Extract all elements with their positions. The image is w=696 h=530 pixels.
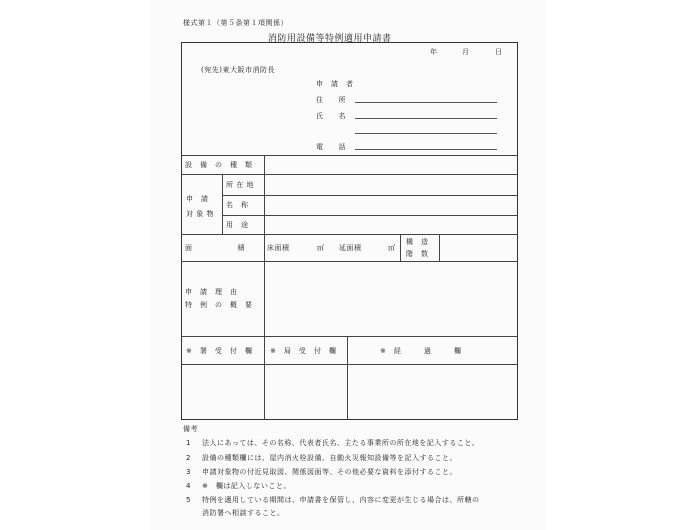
note-number: 2 [186,454,191,462]
name-line-2[interactable] [355,133,497,134]
equipment-type-label: 設 備 の 種 類 [185,161,253,169]
note-number: 1 [186,439,191,447]
note-number: 4 [186,482,191,490]
address-line[interactable] [355,102,497,103]
structure-floors-field[interactable] [441,236,516,260]
location-field[interactable] [266,176,516,194]
note-number: 3 [186,468,191,476]
use-label: 用 途 [226,221,249,229]
date-month: 月 [462,48,470,56]
phone-label: 電 話 [316,143,346,151]
phone-line[interactable] [355,149,497,150]
target-name-field[interactable] [266,197,516,214]
total-area-label: 延面積 [339,244,362,252]
note-text: 法人にあっては、その名称、代表者氏名、主たる事業所の所在地を記入すること。 [202,439,480,447]
notes-heading: 備考 [183,425,198,433]
bureau-reception-header: ※ 局 受 付 欄 [270,347,337,355]
name-line[interactable] [355,118,497,119]
note-text: 申請対象物の付近見取図、関係図面等、その他必要な資料を添付すること。 [202,468,457,476]
note-text-continuation: 消防署へ相談すること。 [202,509,285,517]
name-label: 氏 名 [316,112,346,120]
structure-label: 構 造 [406,238,429,246]
location-label: 所 在 地 [226,181,254,189]
date-year: 年 [430,48,438,56]
address-label: 住 所 [316,96,346,104]
target-name-label: 名 称 [226,201,249,209]
reason-label-2: 特 例 の 概 要 [185,301,253,309]
floor-area-unit: ㎡ [317,244,325,252]
progress-header: ※ 経 過 欄 [380,347,462,355]
form-number: 様式第１（第５条第１項関係） [183,19,288,27]
note-text: ※ 欄は記入しないこと。 [202,482,291,490]
addressee: (宛先)東大阪市消防長 [201,66,275,74]
reason-field[interactable] [266,263,516,335]
note-text: 設備の種類欄には、屋内消火栓設備、自動火災報知設備等を記入すること。 [202,454,457,462]
total-area-unit: ㎡ [388,244,396,252]
form-page [150,0,546,530]
target-group-label-2: 対 象 物 [186,210,214,218]
floors-label: 階 数 [406,250,429,258]
use-field[interactable] [266,217,516,233]
form-title: 消防用設備等特例適用申請書 [268,34,392,44]
equipment-type-field[interactable] [266,157,516,173]
area-label: 面 積 [185,244,245,252]
reason-label-1: 申 請 理 由 [185,288,238,296]
note-number: 5 [186,496,191,504]
floor-area-label: 床面積 [267,244,290,252]
note-text: 特例を適用している期間は、申請書を保管し、内容に変更が生じる場合は、所轄の [202,496,480,504]
date-day: 日 [495,48,503,56]
applicant-heading: 申 請 者 [316,80,354,88]
office-reception-header: ※ 署 受 付 欄 [186,347,253,355]
target-group-label-1: 申 請 [186,195,209,203]
